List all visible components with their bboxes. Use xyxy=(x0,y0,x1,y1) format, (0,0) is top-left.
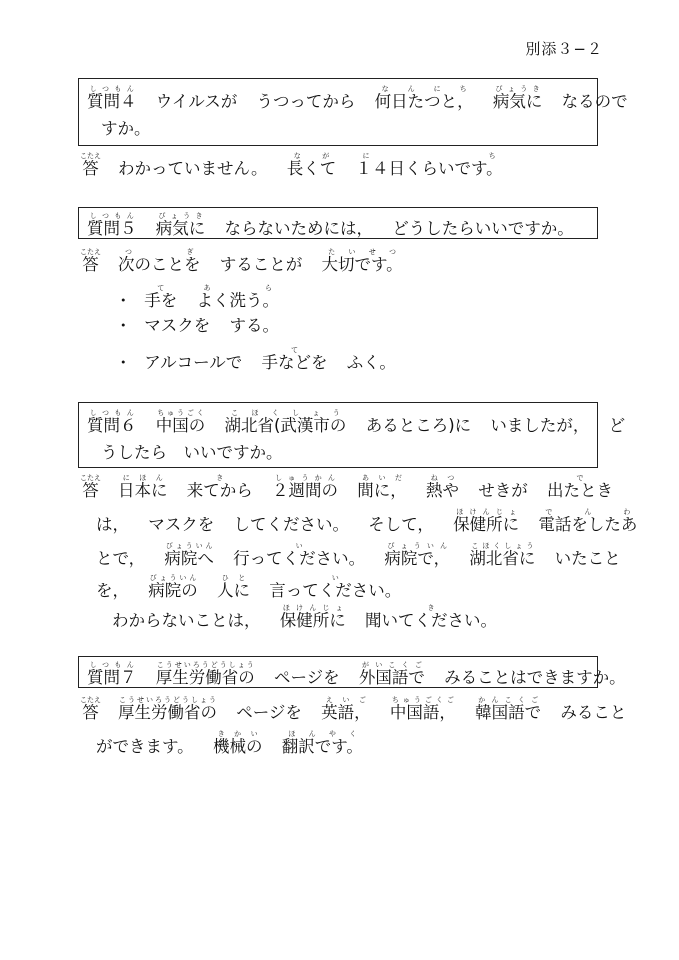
question-7-box xyxy=(78,656,626,688)
answer-5: 答こたえ 次のことをつぎ することが 大切です。たいせつ xyxy=(80,248,403,274)
question-4-line2: すか。 xyxy=(101,119,151,138)
question-4-box xyxy=(78,78,628,146)
question-7-line1: 質問７しつもん 厚生労働省のこうせいろうどうしょう ページを 外国語でがいこくご みることはできますか。 xyxy=(87,661,626,687)
question-6-line2: うしたら いいですか。 xyxy=(101,443,283,462)
question-4-line1: 質問４しつもん ウイルスが うつってから 何日たつと，なんにち 病気にびょうき なるので xyxy=(87,85,628,111)
answer-5-bullet-1: ・ 手をて よく洗う。あら xyxy=(115,284,279,310)
answer-7-line2: ができます。 機械のきかい 翻訳です。ほんやく xyxy=(96,730,363,756)
answer-6-line4: を， 病院のびょういん 人にひと 言ってください。い xyxy=(96,574,402,600)
answer-6-line2: は， マスクを してください。 そして， 保健所にほけんじょ 電話をしたあでんわ xyxy=(96,508,638,534)
question-5-line1: 質問５しつもん 病気にびょうき ならないためには， どうしたらいいですか。 xyxy=(87,212,574,238)
answer-5-bullet-2: ・ マスクを する。 xyxy=(115,316,279,335)
answer-4: 答こたえ わかっていません。 長くてなが １４日くらいです。にち xyxy=(80,152,503,178)
question-6-box xyxy=(78,402,626,468)
answer-6-line1: 答こたえ 日本ににほん 来てからき ２週間のしゅうかん 間に，あいだ 熱やねつ せきが 出たときで xyxy=(80,474,613,500)
answer-5-bullet-3: ・ アルコールで 手などをて ふく。 xyxy=(115,346,396,372)
answer-6-line5: わからないことは， 保健所にほけんじょ 聞いてください。き xyxy=(112,604,497,630)
attachment-label: 別添３−２ xyxy=(525,40,603,58)
question-6-line1: 質問６しつもん 中国のちゅうごく 湖北省(武漢市のこほくしょう あるところ)に いましたが， ど xyxy=(87,409,626,435)
question-5-box xyxy=(78,207,598,239)
answer-7-line1: 答こたえ 厚生労働省のこうせいろうどうしょう ページを 英語，えいご 中国語，ちゅうごくご 韓国語でかんこくご みること xyxy=(80,696,627,722)
answer-6-line3: とで， 病院へびょういん 行ってください。い 病院で，びょういん 湖北省にこほくしょう いたこと xyxy=(96,542,621,568)
